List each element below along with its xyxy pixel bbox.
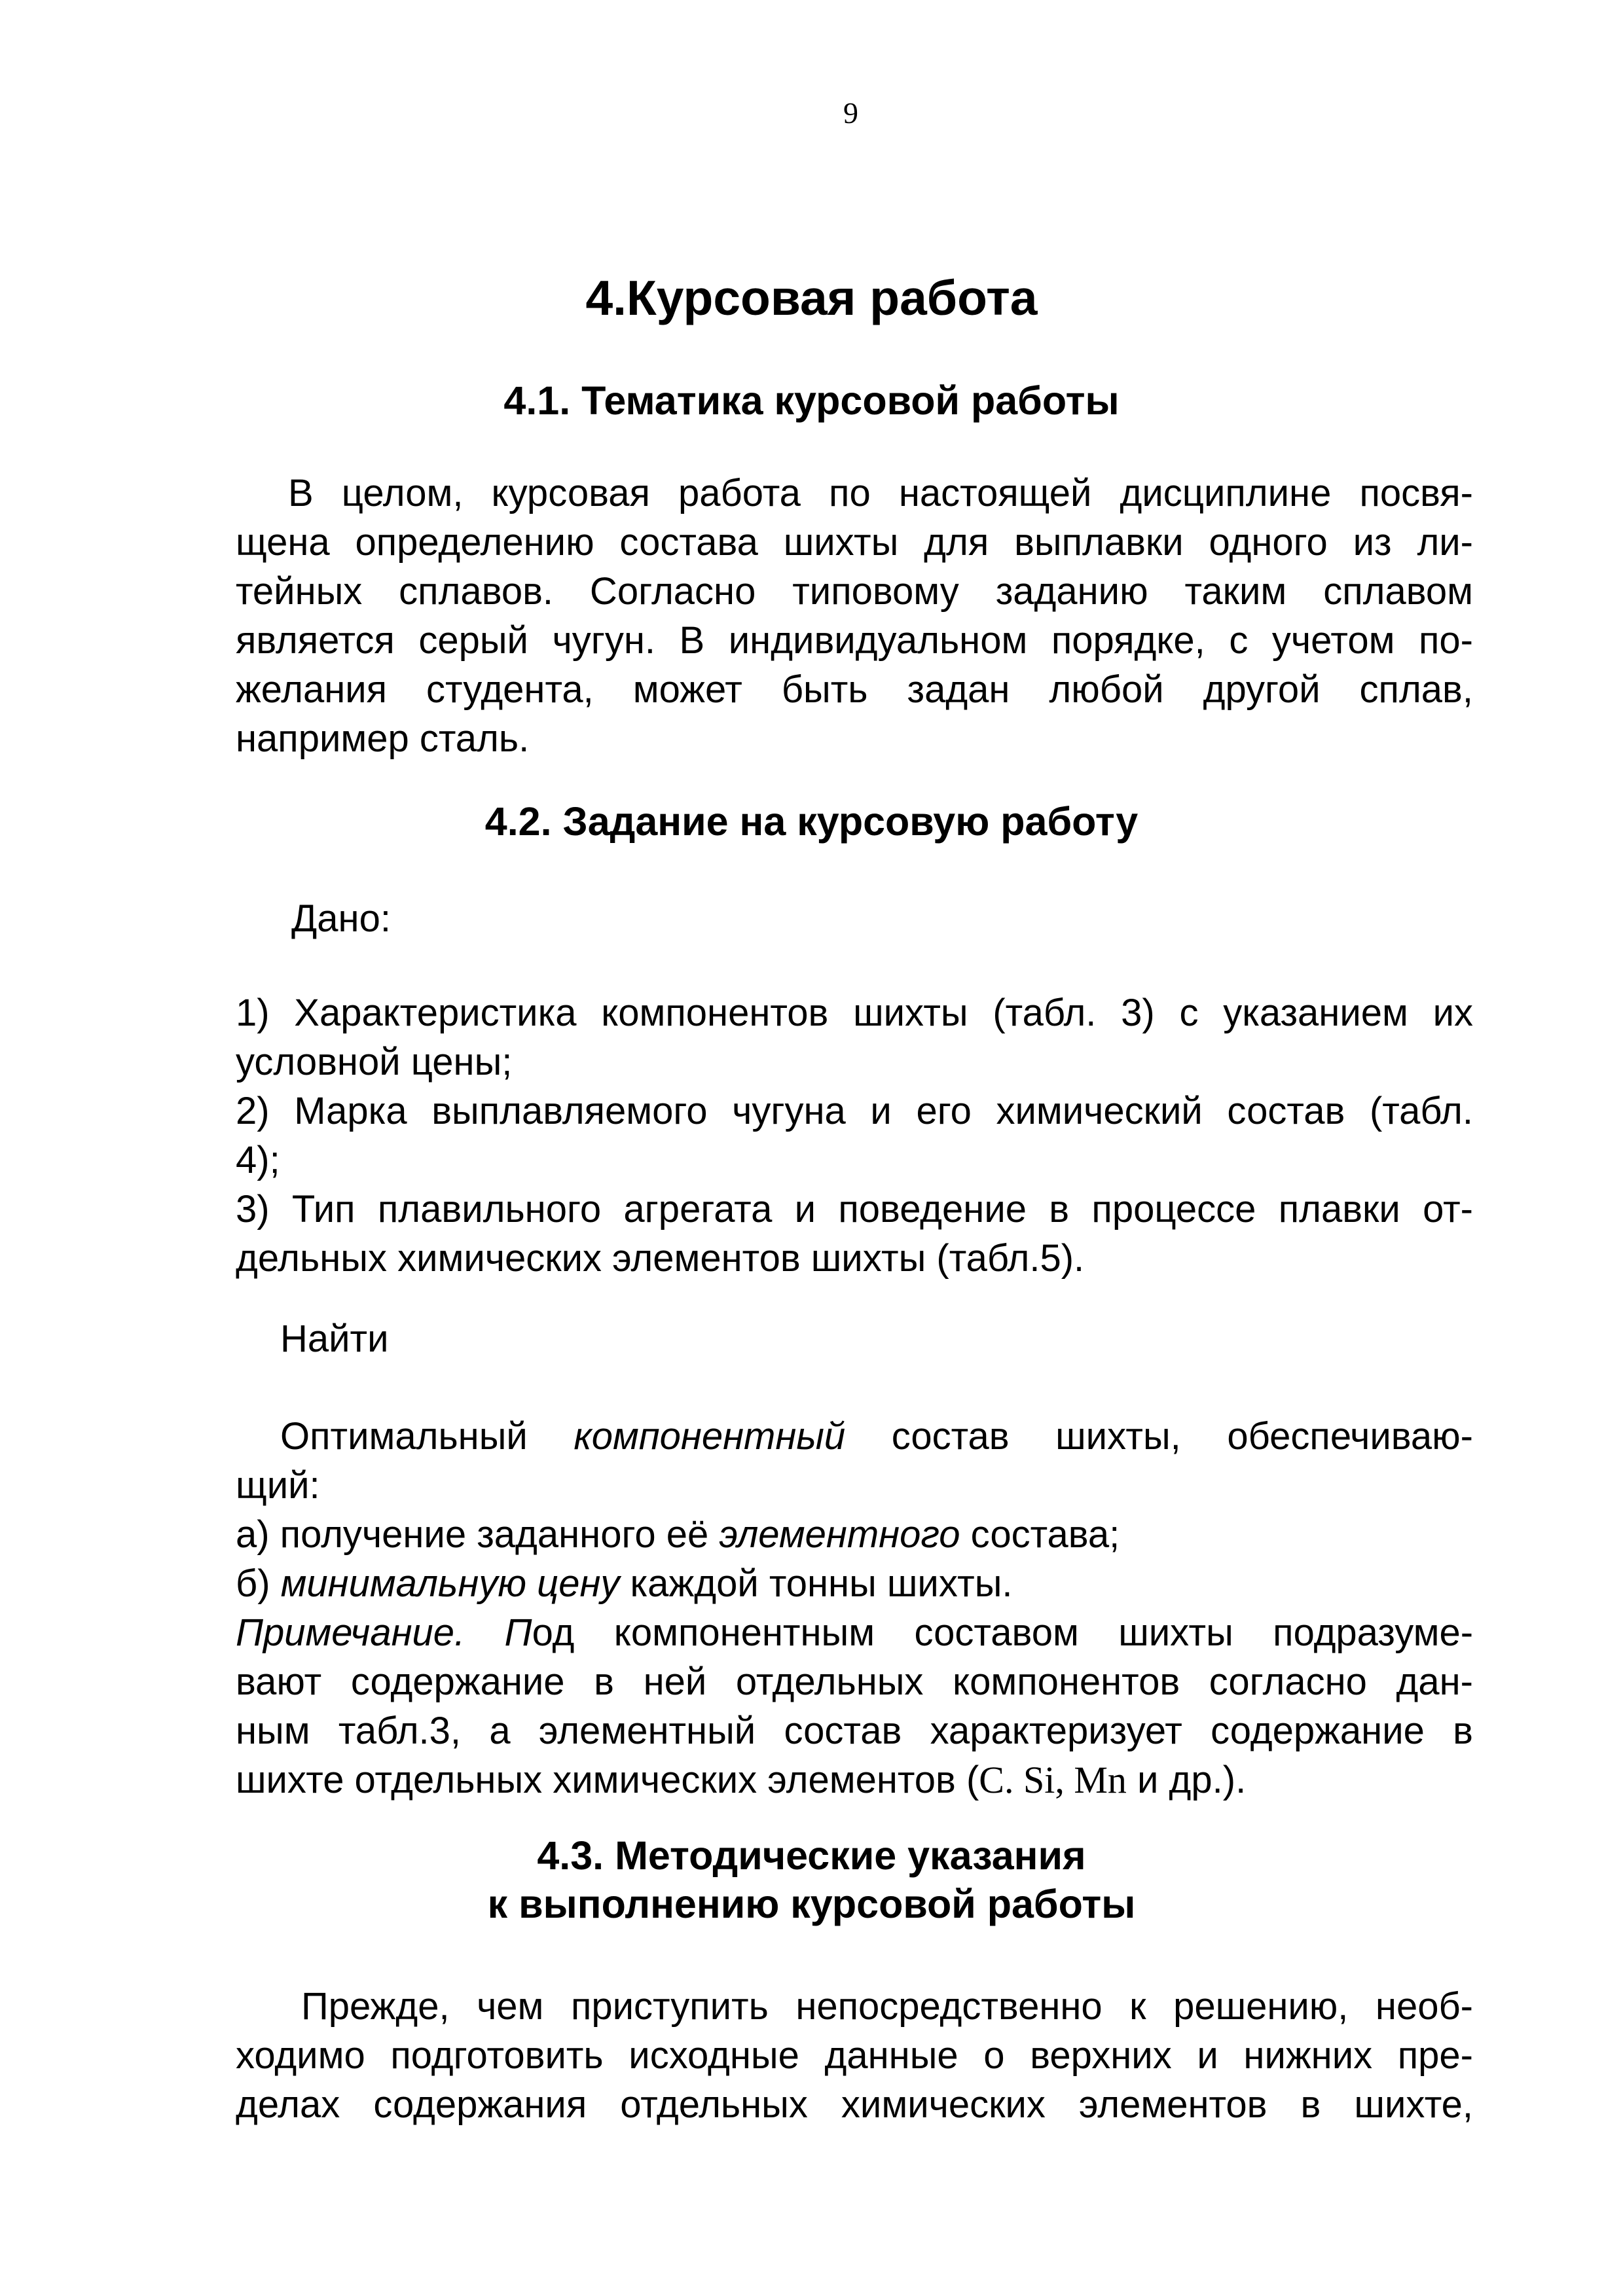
item-b-post: каждой тонны шихты. [619,1562,1013,1605]
paragraph-line: Прежде, чем приступить непосредственно к решению, необ- [301,1985,1473,2028]
find-paragraph [236,1412,1473,1804]
item-a-post: состава; [960,1513,1120,1556]
note-elements: C. Si, Mn [979,1759,1127,1801]
item-a-italic: элементного [719,1513,960,1556]
item-b [236,1559,1473,1608]
note-line-2: вают содержание в ней отдельных компонентов согласно дан- [236,1660,1473,1703]
section-2-heading: 4.2. Задание на курсовую работу [484,799,1139,844]
find-line-1 [236,1412,1473,1461]
given-item-1-line-1: 1) Характеристика компонентов шихты (табл. 3) с указанием их [236,992,1473,1034]
given-label: Дано: [291,897,391,940]
item-a [236,1510,1473,1559]
section-3-heading-line-2: к выполнению курсовой работы [487,1882,1136,1926]
find-label: Найти [280,1318,389,1360]
section-1-paragraph [236,469,1473,763]
paragraph-line: ходимо подготовить исходные данные о верхних и нижних пре- [236,2034,1473,2077]
find-line-1-italic: компонентный [574,1415,846,1458]
page-number: 9 [843,96,858,130]
section-3-heading [0,1831,1623,1928]
note-line-3: ным табл.3, а элементный состав характеризует содержание в [236,1710,1473,1752]
note-line-4-pre: шихте отдельных химических элементов ( [236,1759,979,1801]
note-line-1 [236,1608,1473,1657]
find-line-1-post: состав шихты, обеспечиваю- [845,1415,1473,1458]
given-item-1-line-2: условной цены; [236,1041,513,1083]
given-item-2-line-2: 4); [236,1139,280,1181]
paragraph-line: например сталь. [236,717,530,760]
item-b-pre: б) [236,1562,281,1605]
section-1-heading: 4.1. Тематика курсовой работы [503,378,1120,423]
find-line-2: щий: [236,1464,320,1507]
note-line-4 [236,1755,1473,1804]
given-item-3-line-1: 3) Тип плавильного агрегата и поведение в процессе плавки от- [236,1188,1473,1230]
paragraph-line: делах содержания отдельных химических элементов в шихте, [236,2083,1473,2126]
item-b-italic: минимальную цену [280,1562,620,1605]
given-list [236,988,1473,1283]
given-item-2-line-1: 2) Марка выплавляемого чугуна и его химический состав (табл. [236,1090,1473,1132]
paragraph-line: щена определению состава шихты для выплавки одного из ли- [236,521,1473,564]
item-a-pre: а) получение заданного её [236,1513,720,1556]
paragraph-line: В целом, курсовая работа по настоящей дисциплине посвя- [288,472,1473,514]
section-3-heading-line-1: 4.3. Методические указания [537,1833,1086,1878]
note-label: Примечание. П [236,1611,532,1654]
note-line-1-rest: од компонентным составом шихты подразуме- [532,1611,1474,1654]
paragraph-line: тейных сплавов. Согласно типовому заданию таким сплавом [236,570,1473,613]
find-line-1-pre: Оптимальный [280,1415,574,1458]
paragraph-line: является серый чугун. В индивидуальном порядке, с учетом по- [236,619,1473,662]
note-line-4-post: и др.). [1126,1759,1247,1801]
section-3-paragraph [236,1982,1473,2129]
chapter-title: 4.Курсовая работа [585,270,1038,325]
paragraph-line: желания студента, может быть задан любой другой сплав, [236,668,1473,711]
given-item-3-line-2: дельных химических элементов шихты (табл.5). [236,1237,1085,1280]
